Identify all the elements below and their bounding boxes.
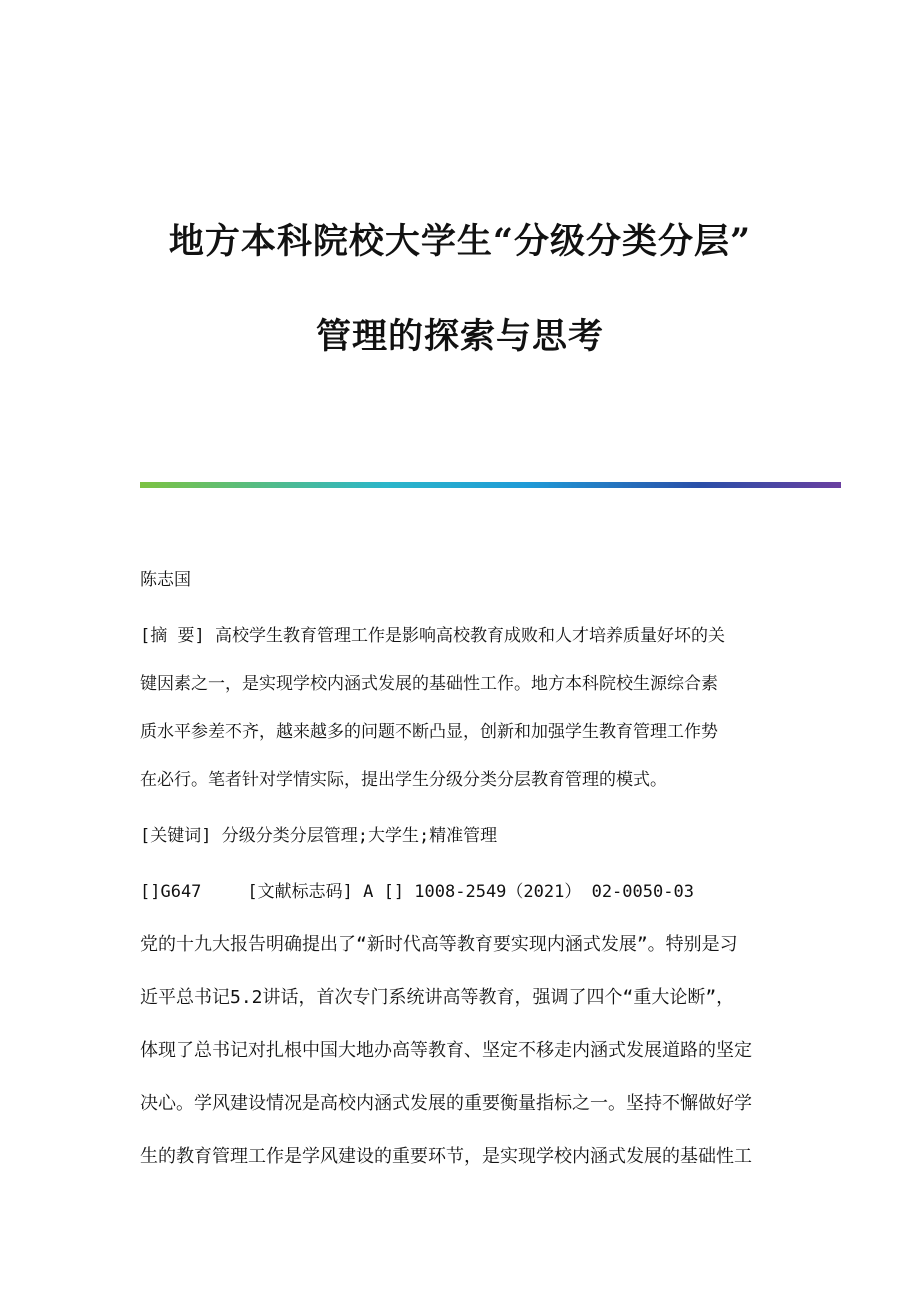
clc-number: []G647 (140, 882, 202, 902)
abstract-line: 键因素之一，是实现学校内涵式发展的基础性工作。地方本科院校生源综合素 (140, 674, 718, 694)
body-line: 生的教育管理工作是学风建设的重要环节，是实现学校内涵式发展的基础性工 (140, 1146, 752, 1167)
body-line: 党的十九大报告明确提出了“新时代高等教育要实现内涵式发展”。特别是习 (140, 934, 738, 955)
body-line: 决心。学风建设情况是高校内涵式发展的重要衡量指标之一。坚持不懈做好学 (140, 1093, 752, 1114)
classification (140, 880, 780, 904)
abstract-line: 质水平参差不齐，越来越多的问题不断凸显，创新和加强学生教育管理工作势 (140, 722, 718, 742)
author: 陈志国 (140, 570, 191, 590)
body-line: 体现了总书记对扎根中国大地办高等教育、坚定不移走内涵式发展道路的坚定 (140, 1040, 752, 1061)
title-line-1: 地方本科院校大学生“分级分类分层” (168, 221, 752, 262)
body-line: 近平总书记5.2讲话，首次专门系统讲高等教育，强调了四个“重大论断”， (140, 987, 735, 1008)
document-code: [文献标志码] A [] 1008-2549（2021） 02-0050-03 (247, 882, 694, 902)
abstract-line: 在必行。笔者针对学情实际，提出学生分级分类分层教育管理的模式。 (140, 770, 667, 790)
title-line-2: 管理的探索与思考 (315, 316, 604, 357)
abstract-line: [摘 要] 高校学生教育管理工作是影响高校教育成败和人才培养质量好坏的关 (140, 626, 725, 646)
keywords: [关键词] 分级分类分层管理;大学生;精准管理 (140, 826, 498, 846)
gradient-divider (140, 482, 841, 488)
